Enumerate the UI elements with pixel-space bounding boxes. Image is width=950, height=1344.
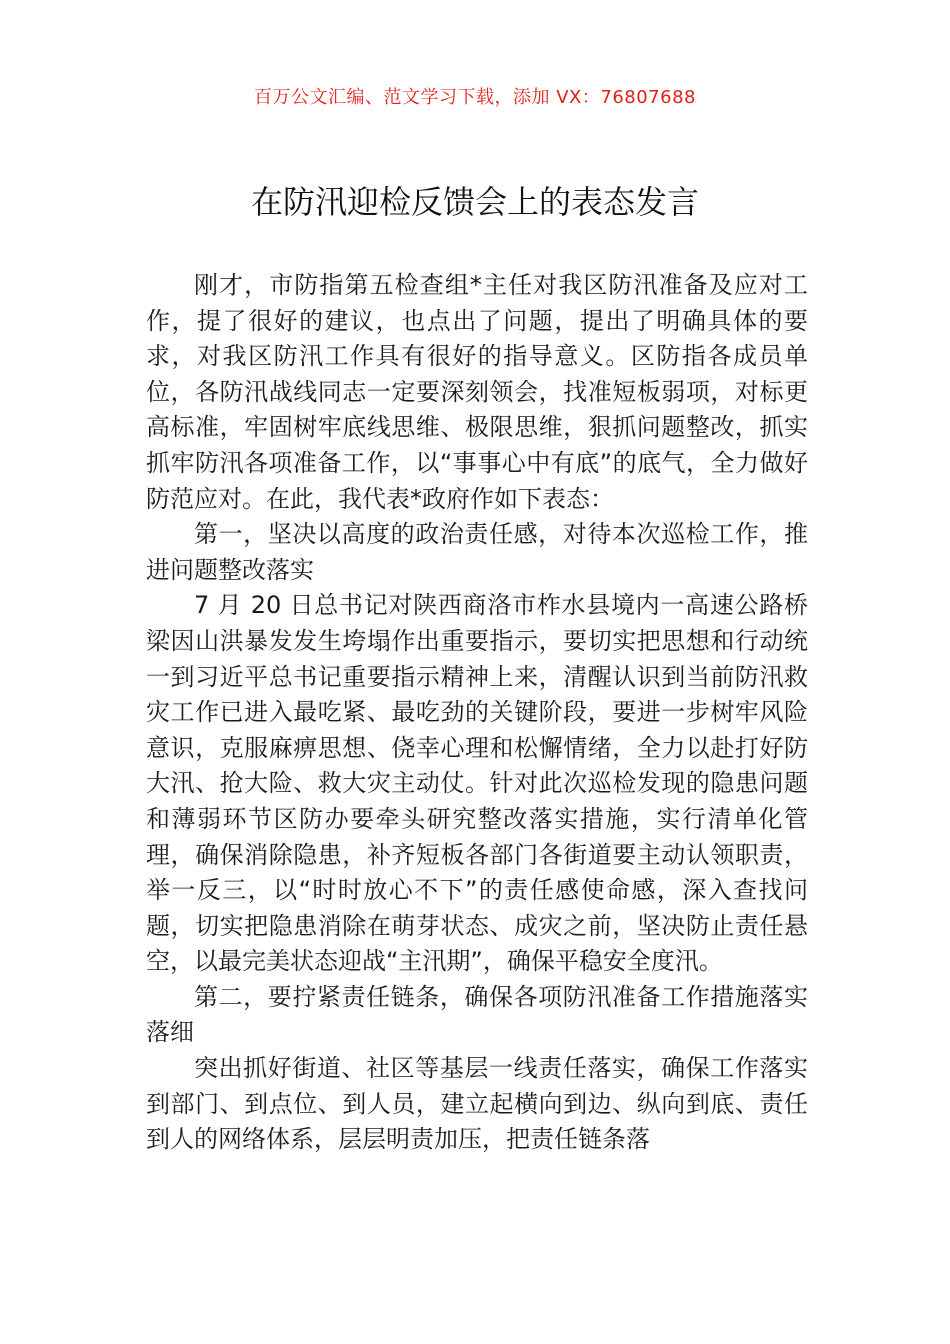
paragraph-second-section: 突出抓好街道、社区等基层一线责任落实，确保工作落实到部门、到点位、到人员，建立起横向到边、纵向到底、责任到人的网络体系，层层明责加压，把责任链条落 — [146, 1054, 808, 1154]
paragraph-first-section: 7 月 20 日总书记对陕西商洛市柞水县境内一高速公路桥梁因山洪暴发发生垮塌作出重要指示，要切实把思想和行动统一到习近平总书记重要指示精神上来，清醒认识到当前防汛救灾工作已进入最吃紧、最吃劲的关键阶段，要进一步树牢风险意识，克服麻痹思想、侥幸心理和松懈情绪，全力以赴打好防大汛、抢大险、救大灾主动仗。针对此次巡检发现的隐患问题和薄弱环节区防办要牵头研究整改落实措施，实行清单化管理，确保消除隐患，补齐短板各部门各街道要主动认领职责，举一反三，以“时时放心不下”的责任感使命感，深入查找问题，切实把隐患消除在萌芽状态、成灾之前，坚决防止责任悬空，以最完美状态迎战“主汛期”，确保平稳安全度汛。 — [146, 591, 808, 976]
document-body — [146, 268, 808, 1158]
watermark-text: 百万公文汇编、范文学习下载，添加 VX：76807688 — [254, 87, 696, 108]
section-heading-second: 第二，要拧紧责任链条，确保各项防汛准备工作措施落实落细 — [146, 982, 808, 1047]
section-heading-first: 第一，坚决以高度的政治责任感，对待本次巡检工作，推进问题整改落实 — [146, 520, 808, 584]
document-title: 在防汛迎检反馈会上的表态发言 — [250, 183, 699, 221]
paragraph-intro: 刚才，市防指第五检查组*主任对我区防汛准备及应对工作，提了很好的建议，也点出了问题，提出了明确具体的要求，对我区防汛工作具有很好的指导意义。区防指各成员单位，各防汛战线同志一定要深刻领会，找准短板弱项，对标更高标准，牢固树牢底线思维、极限思维，狠抓问题整改，抓实抓牢防汛各项准备工作，以“事事心中有底”的底气，全力做好防范应对。在此，我代表*政府作如下表态： — [146, 271, 808, 513]
